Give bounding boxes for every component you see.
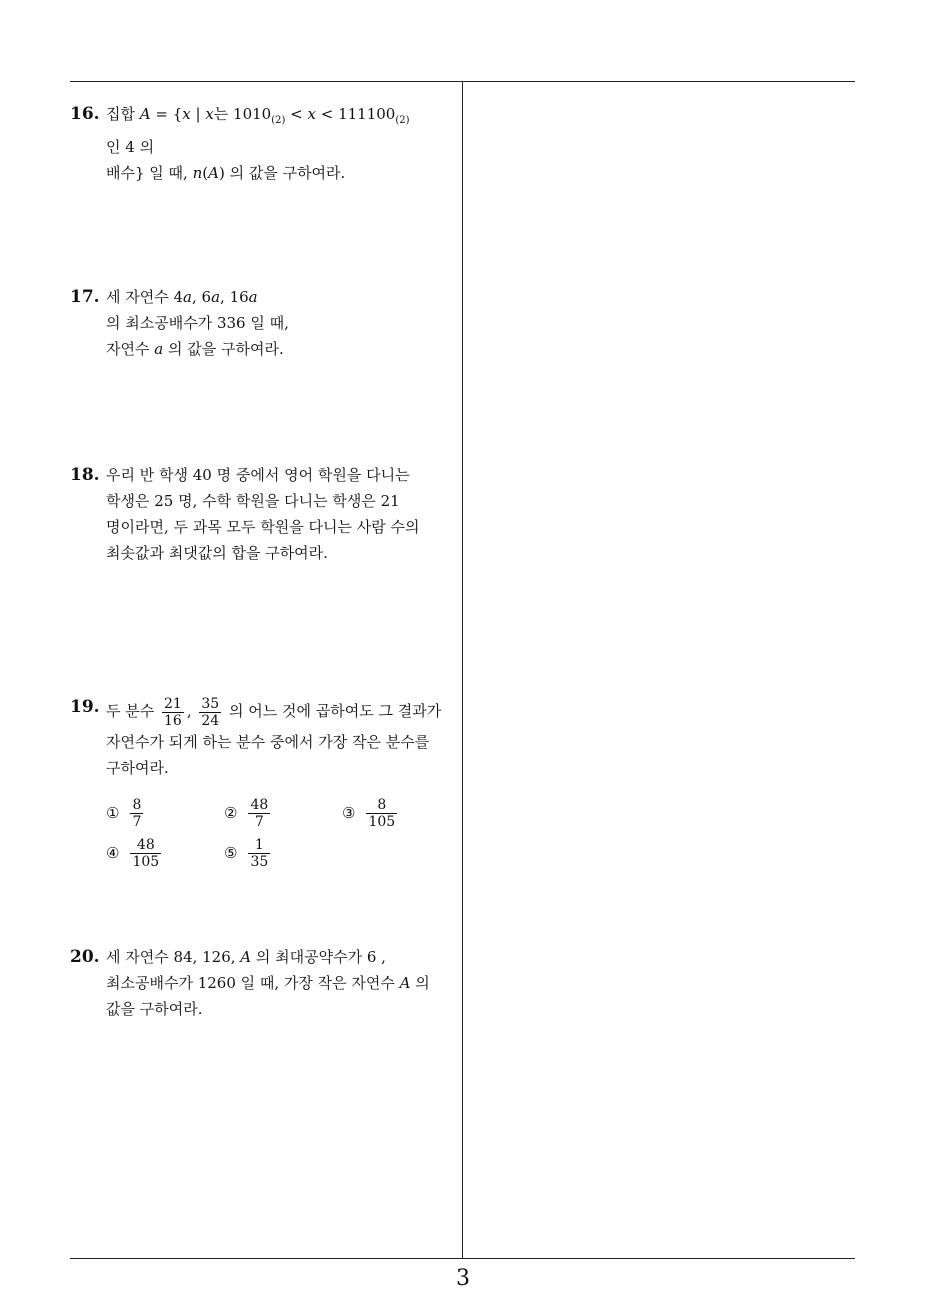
problem-18 — [70, 462, 445, 566]
bottom-rule — [70, 1258, 855, 1259]
text-run: , 6 — [192, 288, 212, 306]
fraction — [248, 837, 270, 870]
math-var: A — [139, 105, 151, 123]
fraction-numerator: 35 — [201, 695, 220, 712]
text-run: 집합 — [106, 105, 140, 123]
problem-line — [106, 694, 445, 729]
math-var: a — [211, 288, 221, 306]
fraction-numerator: 48 — [250, 796, 269, 813]
text-run: 의 최대공약수가 6 , — [251, 948, 386, 966]
text-run: 자연수 — [106, 340, 155, 358]
fraction-denominator: 105 — [368, 813, 396, 830]
base-subscript: (2) — [395, 115, 410, 126]
text-run: 의 — [410, 974, 430, 992]
choice-marker: ③ — [342, 804, 356, 822]
base-subscript: (2) — [271, 115, 286, 126]
choice-3[interactable] — [342, 797, 400, 830]
problem-19 — [70, 694, 445, 877]
text-run: ) 의 값을 구하여라. — [218, 164, 346, 182]
problem-line: 구하여라. — [106, 758, 169, 777]
fraction-denominator: 7 — [132, 813, 142, 830]
text-run: ( — [202, 164, 209, 182]
fraction — [248, 797, 270, 830]
choice-5[interactable] — [224, 837, 273, 870]
fraction-denominator: 24 — [201, 712, 220, 729]
math-var: A — [208, 164, 219, 182]
text-run: 의 값을 구하여라. — [163, 340, 284, 358]
choice-marker: ④ — [106, 844, 120, 862]
text-run: 두 분수 — [106, 702, 160, 720]
problem-number: 18. — [70, 465, 100, 485]
fraction-denominator: 105 — [132, 853, 160, 870]
fraction — [130, 797, 143, 830]
math-var: A — [399, 974, 411, 992]
text-run: , — [186, 702, 197, 720]
problem-20 — [70, 944, 445, 1022]
fraction-numerator: 48 — [130, 837, 161, 854]
problem-line — [106, 160, 445, 186]
problem-line — [106, 944, 445, 970]
problem-17 — [70, 284, 445, 362]
fraction-numerator: 1 — [248, 837, 270, 854]
problem-number: 16. — [70, 104, 100, 124]
choice-marker: ② — [224, 804, 238, 822]
problem-text — [106, 284, 445, 362]
math-var: x — [205, 105, 214, 123]
problem-number: 19. — [70, 697, 100, 717]
text-run: 세 자연수 4 — [106, 288, 184, 306]
fraction-numerator: 8 — [132, 796, 142, 813]
problem-line — [106, 336, 445, 362]
text-run: 인 4 의 — [106, 138, 155, 156]
math-var: a — [183, 288, 192, 306]
problem-line: 우리 반 학생 40 명 중에서 영어 학원을 다니는 — [106, 466, 410, 484]
text-run: < 111100 — [315, 105, 396, 123]
text-run: = { — [150, 105, 183, 123]
fraction-numerator: 21 — [164, 695, 182, 712]
choice-2[interactable] — [224, 797, 273, 830]
problem-text — [106, 944, 445, 1022]
text-run: 의 최소공배수가 336 일 때, — [106, 314, 289, 332]
text-run: 세 자연수 84, 126, — [106, 948, 241, 966]
problem-line: 값을 구하여라. — [106, 1000, 203, 1018]
problem-line: 자연수가 되게 하는 분수 중에서 가장 작은 분수를 — [106, 732, 430, 751]
fraction-denominator: 7 — [254, 813, 264, 830]
fraction — [199, 696, 221, 729]
problem-line: 최솟값과 최댓값의 합을 구하여라. — [106, 544, 328, 562]
text-run: 는 1010 — [213, 105, 272, 123]
text-run: 최소공배수가 1260 일 때, 가장 작은 자연수 — [106, 974, 400, 992]
fraction — [162, 696, 184, 729]
fraction — [366, 797, 397, 830]
problem-text — [106, 694, 445, 781]
text-run: , 16 — [220, 288, 249, 306]
problem-line — [106, 101, 445, 160]
problem-16 — [70, 101, 445, 186]
math-var: n — [192, 164, 203, 182]
page-number: 3 — [456, 1266, 470, 1291]
problem-line — [106, 970, 445, 996]
math-var: a — [248, 288, 258, 306]
problem-number: 17. — [70, 287, 100, 307]
problem-line: 학생은 25 명, 수학 학원을 다니는 학생은 21 — [106, 492, 400, 510]
choice-4[interactable] — [106, 837, 164, 870]
math-var: A — [240, 948, 252, 966]
problem-line: 명이라면, 두 과목 모두 학원을 다니는 사람 수의 — [106, 518, 420, 536]
math-var: x — [307, 105, 316, 123]
problem-text — [106, 462, 445, 566]
math-var: x — [182, 105, 191, 123]
fraction-numerator: 8 — [366, 797, 397, 814]
column-divider — [462, 82, 463, 1258]
text-run: < — [285, 105, 308, 123]
problem-line — [106, 284, 445, 336]
choice-1[interactable] — [106, 797, 146, 830]
fraction-denominator: 16 — [164, 712, 182, 729]
math-var: a — [154, 340, 164, 358]
text-run: | — [190, 105, 206, 123]
text-run: 배수} 일 때, — [106, 164, 193, 182]
problem-text — [106, 101, 445, 186]
problem-number: 20. — [70, 947, 100, 967]
text-run: 의 어느 것에 곱하여도 그 결과가 — [224, 702, 442, 720]
fraction — [130, 837, 161, 870]
answer-choices — [106, 797, 445, 877]
choice-marker: ⑤ — [224, 844, 238, 862]
choice-marker: ① — [106, 804, 120, 822]
fraction-denominator: 35 — [250, 853, 269, 870]
